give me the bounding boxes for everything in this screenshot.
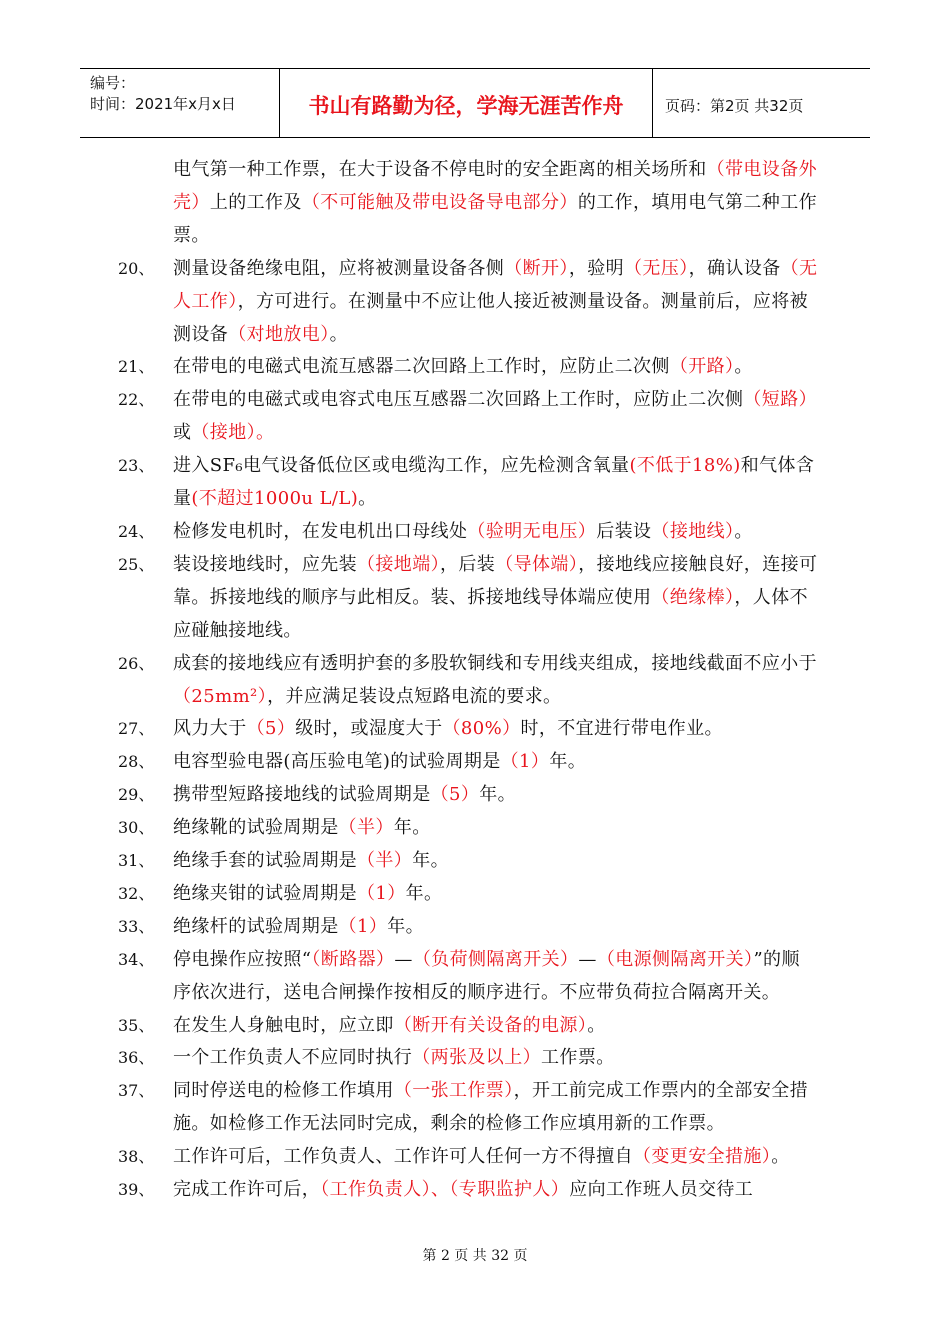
answer-text: (不低于18%) [629,455,741,477]
question-text: 绝缘杆的试验周期是 [173,915,339,937]
question-body [173,1010,818,1043]
question-body [173,713,818,746]
answer-text: （两张及以上） [412,1047,542,1069]
question-item [118,384,818,450]
question-item [118,1042,818,1075]
question-number: 20、 [118,258,155,278]
question-text: 或 [173,422,192,444]
question-text: ，后装 [440,553,496,575]
question-body [173,384,818,450]
question-text: 完成工作许可后， [173,1179,321,1201]
question-text: 成套的接地线应有透明护套的多股软铜线和专用线夹组成，接地线截面不应小于 [173,652,817,674]
question-item [118,648,818,714]
question-text: ，确认设备 [688,257,781,279]
question-number: 38、 [118,1147,155,1167]
question-body [173,878,818,911]
page-header [80,68,870,138]
question-item [118,351,818,384]
question-body [173,944,818,1010]
question-text: 风力大于 [173,718,247,740]
question-number: 31、 [118,851,155,871]
question-text: 装设接地线时，应先装 [173,553,357,575]
answer-text: （电源侧隔离开关） [596,948,754,970]
question-item [118,253,818,352]
page-footer: 第 2 页 共 32 页 [422,1248,528,1264]
question-number: 33、 [118,916,155,936]
answer-text: （1） [357,882,406,904]
question-text: 进入SF₆电气设备低位区或电缆沟工作，应先检测含氧量 [173,455,630,477]
question-text: 在带电的电磁式电流互感器二次回路上工作时，应防止二次侧 [173,356,670,378]
question-body [173,1174,818,1207]
question-body [173,253,818,352]
question-text: 工作许可后，工作负责人、工作许可人任何一方不得擅自 [173,1146,633,1168]
answer-text: （接地端） [357,553,440,575]
answer-text: （5） [430,784,480,806]
time-label: 时间：2021年x月x日 [90,95,236,113]
question-text: 停电操作应按照“ [173,948,312,970]
question-text: 电气第一种工作票，在大于设备不停电时的安全距离的相关场所和 [173,159,707,180]
question-text: 测量设备绝缘电阻，应将被测量设备各侧 [173,257,505,279]
question-number: 39、 [118,1180,155,1200]
answer-text: （变更安全措施） [633,1146,772,1168]
question-body [173,648,818,714]
question-body [173,1075,818,1141]
question-text: 在带电的电磁式或电容式电压互感器二次回路上工作时，应防止二次侧 [173,389,744,411]
question-body [173,911,818,944]
question-number: 34、 [118,949,155,969]
question-item [118,1141,818,1174]
question-number: 35、 [118,1015,155,1035]
question-text: 携带型短路接地线的试验周期是 [173,784,431,806]
question-item [118,944,818,1010]
answer-text: （导体端） [495,553,579,575]
question-text: — [394,948,413,970]
answer-text: （带电设备外壳） [173,159,818,213]
question-body [173,845,818,878]
answer-text: （断开） [504,257,569,279]
header-page-code: 页码：第2页 共32页 [665,96,804,115]
question-number: 29、 [118,785,155,805]
answer-text: （半） [338,817,394,839]
question-text: ”的顺序依次进行，送电合闸操作按相反的顺序进行。不应带负荷拉合隔离开关。 [173,948,800,1003]
question-text: 电容型验电器(高压验电笔)的试验周期是 [173,751,501,773]
question-text: 工作票。 [541,1047,615,1069]
header-meta [80,69,280,137]
question-number: 37、 [118,1081,155,1101]
question-number: 30、 [118,818,155,838]
question-text: 。 [587,1014,606,1036]
question-number: 21、 [118,357,155,377]
question-text: 的工作，填用电气第二种工作票。 [173,191,818,246]
question-text: ，开工前完成工作票内的全部安全措施。如检修工作无法同时完成，剩余的检修工作应填用新的工作票。 [173,1080,809,1135]
question-number: 26、 [118,653,155,673]
question-item [118,878,818,911]
code-label: 编号： [90,74,136,92]
question-number: 28、 [118,752,155,772]
question-number: 24、 [118,521,155,541]
question-text: ，方可进行。在测量中不应让他人接近被测量设备。测量前后，应将被测设备 [173,290,809,345]
question-text: 。 [771,1146,790,1168]
question-item [118,1174,818,1207]
answer-text: （绝缘棒） [651,586,735,608]
answer-text: （断开有关设备的电源） [393,1014,588,1036]
question-text: 和气体含量 [173,455,815,510]
answer-text: （验明无电压） [467,520,597,542]
header-motto: 书山有路勤为径，学海无涯苦作舟 [280,69,653,137]
answer-text: （接地线） [651,520,735,542]
question-text: 年。 [405,882,443,904]
question-number: 23、 [118,456,155,476]
question-text: 检修发电机时，在发电机出口母线处 [173,520,468,542]
question-list [118,253,818,1207]
question-text: 应向工作班人员交待工 [569,1179,754,1201]
question-text: 绝缘靴的试验周期是 [173,817,339,839]
question-item [118,845,818,878]
answer-text: （断路器） [311,948,395,970]
question-text: ，接地线应接触良好，连接可靠。拆接地线的顺序与此相反。装、拆接地线导体端应使用 [173,553,818,608]
question-text: 同时停送电的检修工作填用 [173,1080,394,1102]
answer-text: (不超过1000u L/L) [191,488,359,510]
answer-text: （工作负责人）、（专职监护人） [320,1179,570,1201]
question-item [118,516,818,549]
question-body [173,450,818,516]
question-text: 后装设 [596,520,652,542]
question-text: 。 [329,323,349,345]
answer-text: （25mm²） [173,685,268,707]
question-text: — [578,948,597,970]
question-body [173,516,818,549]
answer-text: （1） [500,751,550,773]
question-text: 年。 [393,817,431,839]
question-text: 级时，或湿度大于 [295,718,443,740]
question-text: 上的工作及 [209,191,302,213]
question-number: 27、 [118,719,155,739]
answer-text: （半） [357,850,413,872]
question-body [173,779,818,812]
question-item [118,812,818,845]
question-number: 22、 [118,390,155,410]
answer-text: （接地）。 [191,422,275,444]
question-text: ，验明 [568,257,625,279]
answer-text: （对地放电） [228,323,330,345]
document-body [118,154,818,1207]
answer-text: （5） [246,718,296,740]
question-item [118,1010,818,1043]
question-text: 。 [358,488,377,510]
question-text: 一个工作负责人不应同时执行 [173,1047,413,1069]
question-body [173,812,818,845]
intro-paragraph [118,154,818,253]
question-number: 25、 [118,554,155,574]
answer-text: （无压） [624,257,689,279]
answer-text: （短路） [743,389,818,411]
question-text: 年。 [412,850,450,872]
answer-text: （开路） [669,356,735,378]
question-text: 绝缘手套的试验周期是 [173,850,357,872]
question-item [118,779,818,812]
answer-text: （一张工作票） [393,1080,514,1102]
question-item [118,1075,818,1141]
question-text: 在发生人身触电时，应立即 [173,1014,394,1036]
question-text: 绝缘夹钳的试验周期是 [173,882,357,904]
answer-text: （1） [338,915,388,937]
question-text: 。 [734,356,753,378]
question-body [173,1141,818,1174]
question-body [173,746,818,779]
question-item [118,549,818,648]
answer-text: （80%） [442,718,521,740]
question-number: 32、 [118,883,155,903]
question-body [173,549,818,648]
answer-text: （不可能触及带电设备导电部分） [301,191,578,213]
question-text: 时，不宜进行带电作业。 [520,718,723,740]
question-text: ，人体不应碰触接地线。 [173,586,809,641]
question-item [118,450,818,516]
question-item [118,911,818,944]
question-body [173,1042,818,1075]
answer-text: （负荷侧隔离开关） [412,948,579,970]
question-text: ，并应满足装设点短路电流的要求。 [267,685,562,707]
question-item [118,746,818,779]
question-text: 年。 [387,915,425,937]
answer-text: （无人工作） [173,257,818,312]
question-body [173,351,818,384]
question-text: 年。 [479,784,517,806]
question-text: 。 [734,520,753,542]
question-item [118,713,818,746]
question-number: 36、 [118,1048,155,1068]
question-text: 年。 [549,751,587,773]
